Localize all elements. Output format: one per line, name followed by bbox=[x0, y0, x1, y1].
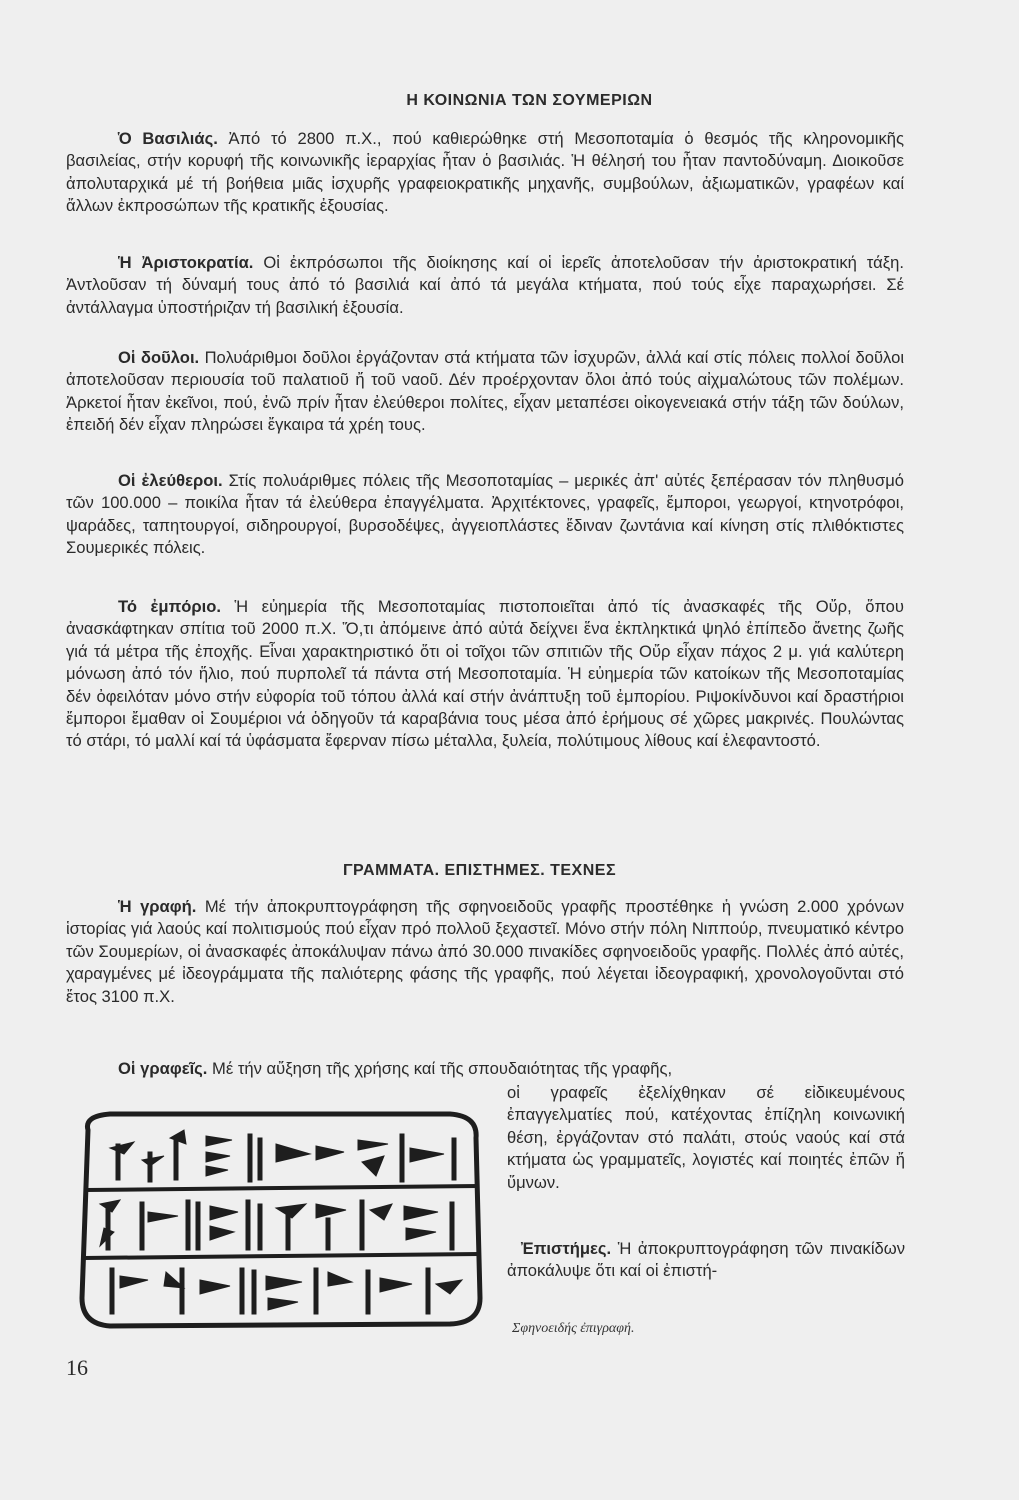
paragraph-lead: Οἱ ἐλεύθεροι. bbox=[118, 471, 223, 490]
paragraph-lead: Οἱ γραφεῖς. bbox=[118, 1059, 208, 1078]
paragraph-lead: Ἐπιστήμες. bbox=[521, 1239, 612, 1258]
paragraph-sciences bbox=[507, 1238, 905, 1283]
figure-caption: Σφηνοειδής ἐπιγραφή. bbox=[512, 1321, 635, 1336]
paragraph-scribes-continuation: οἱ γραφεῖς ἐξελίχθηκαν σέ εἰδικευμένους ἐπαγγελματίες πού, κατέχοντας ἐπίζηλη κοινωνική θέση, ἐργάζονταν στό παλάτι, στούς ναούς καί στά κτήματα ὡς γραμματεῖς, λογιστές καί ποιητές ἐπῶν ἤ ὕμνων. bbox=[507, 1083, 905, 1192]
paragraph-scribes bbox=[66, 1058, 904, 1080]
paragraph-text: Ἡ εὐημερία τῆς Μεσοποταμίας πιστοποιεῖται ἀπό τίς ἀνασκαφές τῆς Οὔρ, ὅπου ἀνασκάφτηκαν σπίτια τοῦ 2000 π.Χ. Ὅ,τι ἀπόμεινε ἀπό αὐτά δείχνει ἕνα ἐκπληκτικά ψηλό ἐπίπεδο ἄνετης ζωῆς γιά τά μέτρα τῆς ἐποχῆς. Εἶναι χαρακτηριστικό ὅτι οἱ τοῖχοι τῶν σπιτιῶν τῆς Οὔρ εἶχαν πάχος 2 μ. γιά καλύτερη μόνωση ἀπό τόν ἥλιο, πού πυρπολεῖ τά πάντα στή Μεσοποταμία. Ἡ εὐημερία τῶν κατοίκων τῆς Μεσοποταμίας δέν ὀφειλόταν μόνο στήν εὐφορία τοῦ τόπου ἀλλά καί στήν ἀνάπτυξη τοῦ ἐμπορίου. Ριψοκίνδυνοι καί δραστήριοι ἔμποροι ἔμαθαν οἱ Σουμέριοι νά ὁδηγοῦν τά καραβάνια τους μέσα ἀπό ἐρήμους σέ χῶρες μακρινές. Πουλώντας τό στάρι, τό μαλλί καί τά ὑφάσματα ἔφερναν πίσω μέταλλα, ξυλεία, πολύτιμους λίθους καί ἐλεφαντοστό. bbox=[66, 597, 904, 751]
paragraph-lead: Τό ἐμπόριο. bbox=[118, 597, 222, 616]
paragraph-text: Ἡ ἀποκρυπτογράφηση τῶν πινακίδων ἀποκάλυψε ὅτι καί οἱ ἐπιστή- bbox=[507, 1239, 905, 1281]
paragraph-lead: Ὁ Βασιλιάς. bbox=[118, 129, 218, 148]
cuneiform-tablet-illustration bbox=[70, 1108, 490, 1333]
page-number: 16 bbox=[66, 1355, 88, 1380]
paragraph-king bbox=[66, 128, 904, 218]
section-title-sumerian-society: Η ΚΟΙΝΩΝΙΑ ΤΩΝ ΣΟΥΜΕΡΙΩΝ bbox=[406, 92, 653, 109]
paragraph-slaves bbox=[66, 347, 904, 437]
paragraph-free-citizens bbox=[66, 470, 904, 560]
paragraph-text: Μέ τήν ἀποκρυπτογράφηση τῆς σφηνοειδοῦς γραφῆς προστέθηκε ἡ γνώση 2.000 χρόνων ἱστορίας γιά λαούς καί πολιτισμούς πού εἶχαν πρό πολλοῦ ξεχαστεῖ. Μόνο στήν πόλη Νιππούρ, πνευματικό κέντρο τῶν Σουμερίων, οἱ ἀνασκαφές ἀποκάλυψαν πάνω ἀπό 30.000 πινακίδες σφηνοειδοῦς γραφῆς. Πολλές ἀπό αὐτές, χαραγμένες μέ ἰδεογράμματα τῆς παλιότερης φάσης τῆς γραφῆς, πού λέγεται ἰδεογραφική, χρονολογοῦνται στό ἔτος 3100 π.Χ. bbox=[66, 897, 904, 1006]
paragraph-text: Οἱ ἐκπρόσωποι τῆς διοίκησης καί οἱ ἱερεῖς ἀποτελοῦσαν τήν ἀριστοκρατική τάξη. Ἀντλοῦσαν τή δύναμή τους ἀπό τό βασιλιά καί ἀπό τά μεγάλα κτήματα, πού τούς εἶχε παραχωρήσει. Σέ ἀντάλλαγμα ὑποστήριζαν τή βασιλική ἐξουσία. bbox=[66, 253, 904, 317]
paragraph-trade bbox=[66, 596, 904, 753]
paragraph-text: Στίς πολυάριθμες πόλεις τῆς Μεσοποταμίας – μερικές ἀπ' αὐτές ξεπέρασαν τόν πληθυσμό τῶν 100.000 – ποικίλα ἦταν τά ἐλεύθερα ἐπαγγέλματα. Ἀρχιτέκτονες, γραφεῖς, ἔμποροι, γεωργοί, κτηνοτρόφοι, ψαράδες, ταπητουργοί, σιδηρουργοί, βυρσοδέψες, ἀγγειοπλάστες ἔδιναν ζωντάνια καί κίνηση στίς πλιθόκτιστες Σουμερικές πόλεις. bbox=[66, 471, 905, 558]
paragraph-aristocracy bbox=[66, 252, 904, 319]
paragraph-lead: Οἱ δοῦλοι. bbox=[118, 348, 200, 367]
paragraph-lead: Ἡ Ἀριστοκρατία. bbox=[118, 253, 254, 272]
paragraph-text: Μέ τήν αὔξηση τῆς χρήσης καί τῆς σπουδαιότητας τῆς γραφῆς, bbox=[207, 1059, 673, 1078]
paragraph-text: Πολυάριθμοι δοῦλοι ἐργάζονταν στά κτήματα τῶν ἰσχυρῶν, ἀλλά καί στίς πόλεις πολλοί δοῦλοι ἀποτελοῦσαν περιουσία τοῦ παλατιοῦ ἤ τοῦ ναοῦ. Δέν προέρχονταν ὅλοι ἀπό τούς αἰχμαλώτους τῶν πολέμων. Ἀρκετοί ἦταν ἐκεῖνοι, πού, ἐνῶ πρίν ἦταν ἐλεύθεροι πολίτες, εἶχαν μεταπέσει οἰκογενειακά στήν τάξη τῶν δούλων, ἐπειδή δέν εἶχαν πληρώσει ἔγκαιρα τά χρέη τους. bbox=[66, 348, 905, 435]
paragraph-lead: Ἡ γραφή. bbox=[118, 897, 197, 916]
paragraph-writing bbox=[66, 896, 904, 1008]
paragraph-text: Ἀπό τό 2800 π.Χ., πού καθιερώθηκε στή Μεσοποταμία ὁ θεσμός τῆς κληρονομικῆς βασιλείας, στήν κορυφή τῆς κοινωνικῆς ἱεραρχίας ἦταν ὁ βασιλιάς. Ἡ θέλησή του ἦταν παντοδύναμη. Διοικοῦσε ἀπολυταρχικά μέ τή βοήθεια μιᾶς ἰσχυρῆς γραφειοκρατικῆς μηχανῆς, συμβούλων, ἀξιωματικῶν, γραφέων καί ἄλλων ἐκπροσώπων τῆς κρατικῆς ἐξουσίας. bbox=[66, 129, 904, 216]
section-title-letters-sciences-arts: ΓΡΑΜΜΑΤΑ. ΕΠΙΣΤΗΜΕΣ. ΤΕΧΝΕΣ bbox=[342, 862, 617, 879]
